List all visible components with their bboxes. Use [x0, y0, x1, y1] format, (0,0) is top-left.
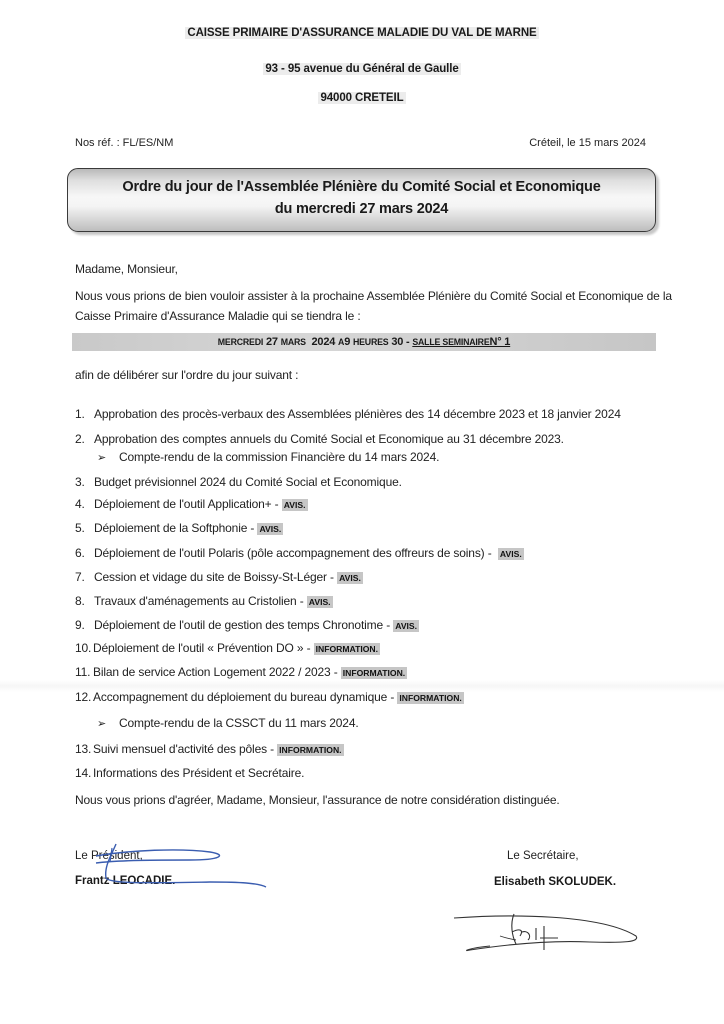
item-text: Déploiement de l'outil « Prévention DO » - [93, 641, 314, 655]
title-line-1: Ordre du jour de l'Assemblée Plénière du Comité Social et Economique [122, 179, 601, 195]
secretary-label: Le Secrétaire, [507, 850, 579, 862]
agenda-item [75, 766, 304, 780]
title-box [67, 168, 656, 232]
item-text: Cession et vidage du site de Boissy-St-Léger - [94, 570, 338, 584]
item-number: 9. [75, 618, 85, 632]
agenda-item [75, 690, 464, 704]
sub-item-text: Compte-rendu de la commission Financière du 14 mars 2024. [119, 450, 440, 464]
item-text: Approbation des comptes annuels du Comité Social et Economique au 31 décembre 2023. [94, 432, 564, 446]
avis-tag: AVIS. [259, 524, 282, 534]
item-number: 6. [75, 546, 85, 560]
title-line-2: du mercredi 27 mars 2024 [274, 201, 449, 217]
salutation: Madame, Monsieur, [75, 262, 178, 276]
item-number: 4. [75, 497, 85, 511]
avis-tag: AVIS. [308, 597, 331, 607]
date-line: Créteil, le 15 mars 2024 [529, 137, 646, 149]
item-text: Déploiement de l'outil de gestion des temps Chronotime - [94, 618, 394, 632]
item-number: 2. [75, 432, 85, 446]
item-text: Budget prévisionnel 2024 du Comité Social et Economique. [94, 475, 402, 489]
agenda-item [75, 521, 283, 535]
banner-at: A [338, 337, 345, 347]
item-text: Approbation des procès-verbaux des Assemblées plénières des 14 décembre 2023 et 18 janvier 2024 [94, 407, 621, 421]
letterhead-city [0, 92, 724, 104]
item-number: 8. [75, 594, 85, 608]
item-number: 3. [75, 475, 85, 489]
agenda-sub-item [97, 716, 359, 730]
letterhead-organization [0, 27, 724, 39]
item-number: 5. [75, 521, 85, 535]
banner-year: 2024 [311, 336, 336, 348]
item-number: 11. [75, 665, 91, 679]
president-signature [90, 838, 290, 888]
organization-name: CAISSE PRIMAIRE D'ASSURANCE MALADIE DU VAL DE MARNE [187, 27, 537, 39]
lead-in: afin de délibérer sur l'ordre du jour suivant : [75, 368, 299, 382]
item-number: 7. [75, 570, 85, 584]
banner-minutes: 30 - [391, 336, 410, 348]
arrow-bullet-icon: ➢ [97, 452, 107, 464]
banner-heures: HEURES [352, 337, 389, 347]
letterhead-address [0, 63, 724, 75]
information-tag: INFORMATION. [399, 693, 462, 703]
president-label: Le Président, [75, 850, 143, 862]
avis-tag: AVIS. [283, 500, 306, 510]
intro-paragraph: Nous vous prions de bien vouloir assister à la prochaine Assemblée Plénière du Comité Social et Economique de la Caisse Primaire d'Assurance Maladie qui se tiendra le : [75, 289, 672, 323]
item-text: Suivi mensuel d'activité des pôles - [93, 742, 278, 756]
agenda-item [75, 497, 308, 511]
agenda-item [75, 475, 402, 489]
banner-hour: 9 [344, 336, 351, 348]
item-number: 10. [75, 641, 92, 655]
information-tag: INFORMATION. [279, 745, 342, 755]
secretary-name: Elisabeth SKOLUDEK. [494, 876, 617, 888]
arrow-bullet-icon: ➢ [97, 718, 107, 730]
meeting-banner [72, 333, 656, 351]
item-text: Accompagnement du déploiement du bureau dynamique - [93, 690, 398, 704]
banner-day-num: 27 [265, 336, 278, 348]
agenda-item [75, 641, 380, 655]
agenda-item [75, 618, 419, 632]
banner-day: MERCREDI [217, 337, 264, 347]
sub-item-text: Compte-rendu de la CSSCT du 11 mars 2024. [119, 716, 359, 730]
city-text: 94000 CRETEIL [320, 92, 404, 104]
banner-room: SALLE SEMINAIRE [412, 337, 490, 347]
item-text: Travaux d'aménagements au Cristolien - [94, 594, 307, 608]
item-number: 13. [75, 742, 92, 756]
item-number: 1. [75, 407, 85, 421]
president-name: Frantz LEOCADIE. [75, 875, 176, 887]
information-tag: INFORMATION. [315, 644, 379, 654]
item-text: Déploiement de l'outil Application+ - [94, 497, 282, 511]
banner-room-number: N° 1 [489, 336, 511, 348]
agenda-item [75, 546, 524, 560]
avis-tag: AVIS. [339, 573, 361, 583]
item-text: Informations des Président et Secrétaire. [93, 766, 305, 780]
closing-formula: Nous vous prions d'agréer, Madame, Monsieur, l'assurance de notre considération distinguée. [75, 793, 560, 807]
reference: Nos réf. : FL/ES/NM [75, 137, 174, 149]
avis-tag: AVIS. [395, 621, 418, 631]
agenda-item [75, 432, 564, 446]
address-text: 93 - 95 avenue du Général de Gaulle [265, 63, 459, 75]
item-text: Déploiement de l'outil Polaris (pôle accompagnement des offreurs de soins) - [94, 546, 498, 560]
agenda-item [75, 742, 344, 756]
item-number: 12. [75, 690, 92, 704]
banner-month: MARS [280, 337, 306, 347]
agenda-item [75, 407, 621, 421]
item-text: Bilan de service Action Logement 2022 / 2023 - [93, 665, 341, 679]
agenda-item [75, 570, 363, 584]
agenda-item [75, 594, 333, 608]
secretary-signature [450, 910, 650, 955]
avis-tag: AVIS. [499, 549, 522, 559]
agenda-sub-item [97, 450, 439, 464]
item-number: 14. [75, 766, 92, 780]
item-text: Déploiement de la Softphonie - [94, 521, 258, 535]
information-tag: INFORMATION. [342, 668, 406, 678]
agenda-item [75, 665, 407, 679]
